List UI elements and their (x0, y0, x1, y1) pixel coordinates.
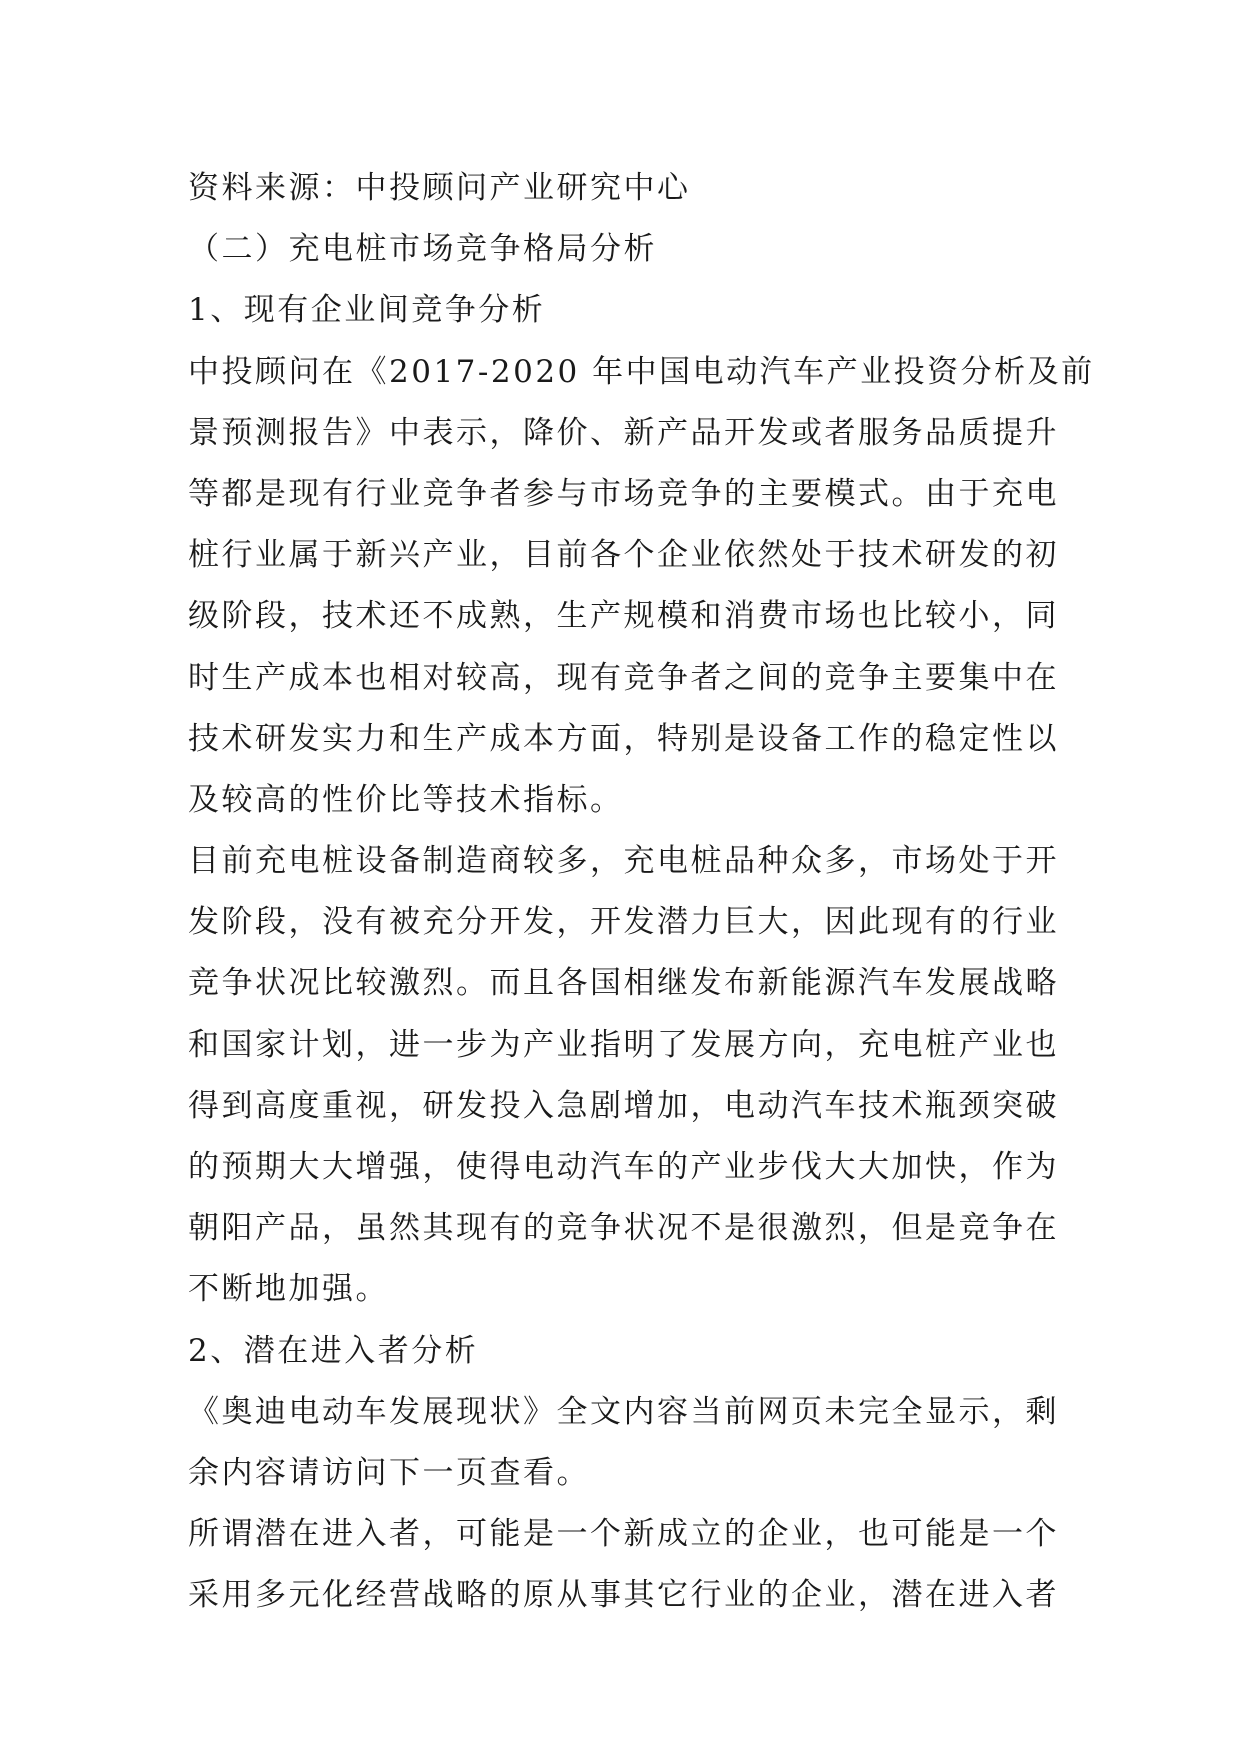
text-line: 桩行业属于新兴产业，目前各个企业依然处于技术研发的初 (188, 537, 1059, 574)
text-line: 竞争状况比较激烈。而且各国相继发布新能源汽车发展战略 (188, 965, 1059, 1002)
text-line: 余内容请访问下一页查看。 (188, 1454, 590, 1491)
text-line: 级阶段，技术还不成熟，生产规模和消费市场也比较小，同 (188, 598, 1059, 635)
subsection-heading (188, 1321, 1054, 1382)
text-line: 技术研发实力和生产成本方面，特别是设备工作的稳定性以 (188, 720, 1059, 757)
text-line: 的预期大大增强，使得电动汽车的产业步伐大大加快，作为 (188, 1149, 1059, 1185)
body-paragraph (188, 831, 1059, 1321)
text-line: 中投顾问在《2017-2020 年中国电动汽车产业投资分析及前 (188, 353, 1095, 390)
text-line: 不断地加强。 (188, 1271, 389, 1308)
text-line: 发阶段，没有被充分开发，开发潜力巨大，因此现有的行业 (188, 904, 1059, 941)
subsection-heading (188, 280, 1054, 341)
text-line: 《奥迪电动车发展现状》全文内容当前网页未完全显示，剩 (188, 1393, 1059, 1430)
body-paragraph (188, 1504, 1059, 1626)
document-body (188, 158, 1095, 1627)
source-note (188, 158, 1054, 219)
text-line: 景预测报告》中表示，降价、新产品开发或者服务品质提升 (188, 414, 1059, 451)
text-line: 所谓潜在进入者，可能是一个新成立的企业，也可能是一个 (188, 1516, 1059, 1553)
text-line: 等都是现有行业竞争者参与市场竞争的主要模式。由于充电 (188, 475, 1059, 512)
continuation-notice (188, 1382, 1059, 1504)
text-line: 采用多元化经营战略的原从事其它行业的企业，潜在进入者 (188, 1577, 1059, 1614)
text-line: 及较高的性价比等技术指标。 (188, 781, 624, 818)
text-line: 2、潜在进入者分析 (188, 1332, 479, 1369)
text-line: （二）充电桩市场竞争格局分析 (188, 231, 657, 268)
text-line: 和国家计划，进一步为产业指明了发展方向，充电桩产业也 (188, 1026, 1059, 1063)
text-line: 目前充电桩设备制造商较多，充电桩品种众多，市场处于开 (188, 843, 1059, 880)
section-heading (188, 219, 1054, 280)
text-line: 得到高度重视，研发投入急剧增加，电动汽车技术瓶颈突破 (188, 1087, 1059, 1124)
text-line: 朝阳产品，虽然其现有的竞争状况不是很激烈，但是竞争在 (188, 1210, 1059, 1247)
text-line: 时生产成本也相对较高，现有竞争者之间的竞争主要集中在 (188, 659, 1059, 696)
text-line: 1、现有企业间竞争分析 (188, 292, 546, 329)
body-paragraph (188, 342, 1095, 832)
text-line: 资料来源：中投顾问产业研究中心 (188, 170, 691, 206)
